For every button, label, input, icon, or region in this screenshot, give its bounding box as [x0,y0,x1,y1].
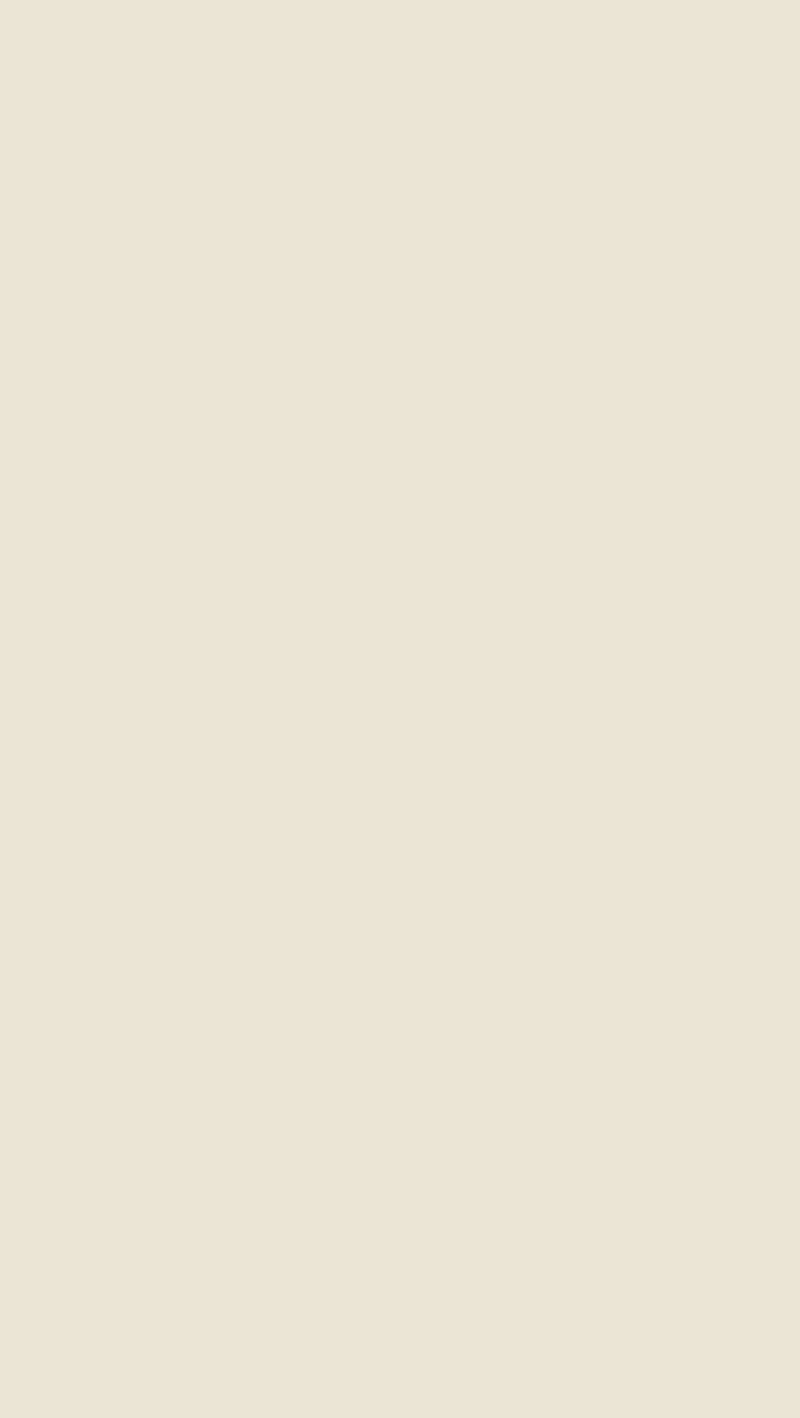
page-body [45,117,760,121]
page-header [0,80,800,114]
